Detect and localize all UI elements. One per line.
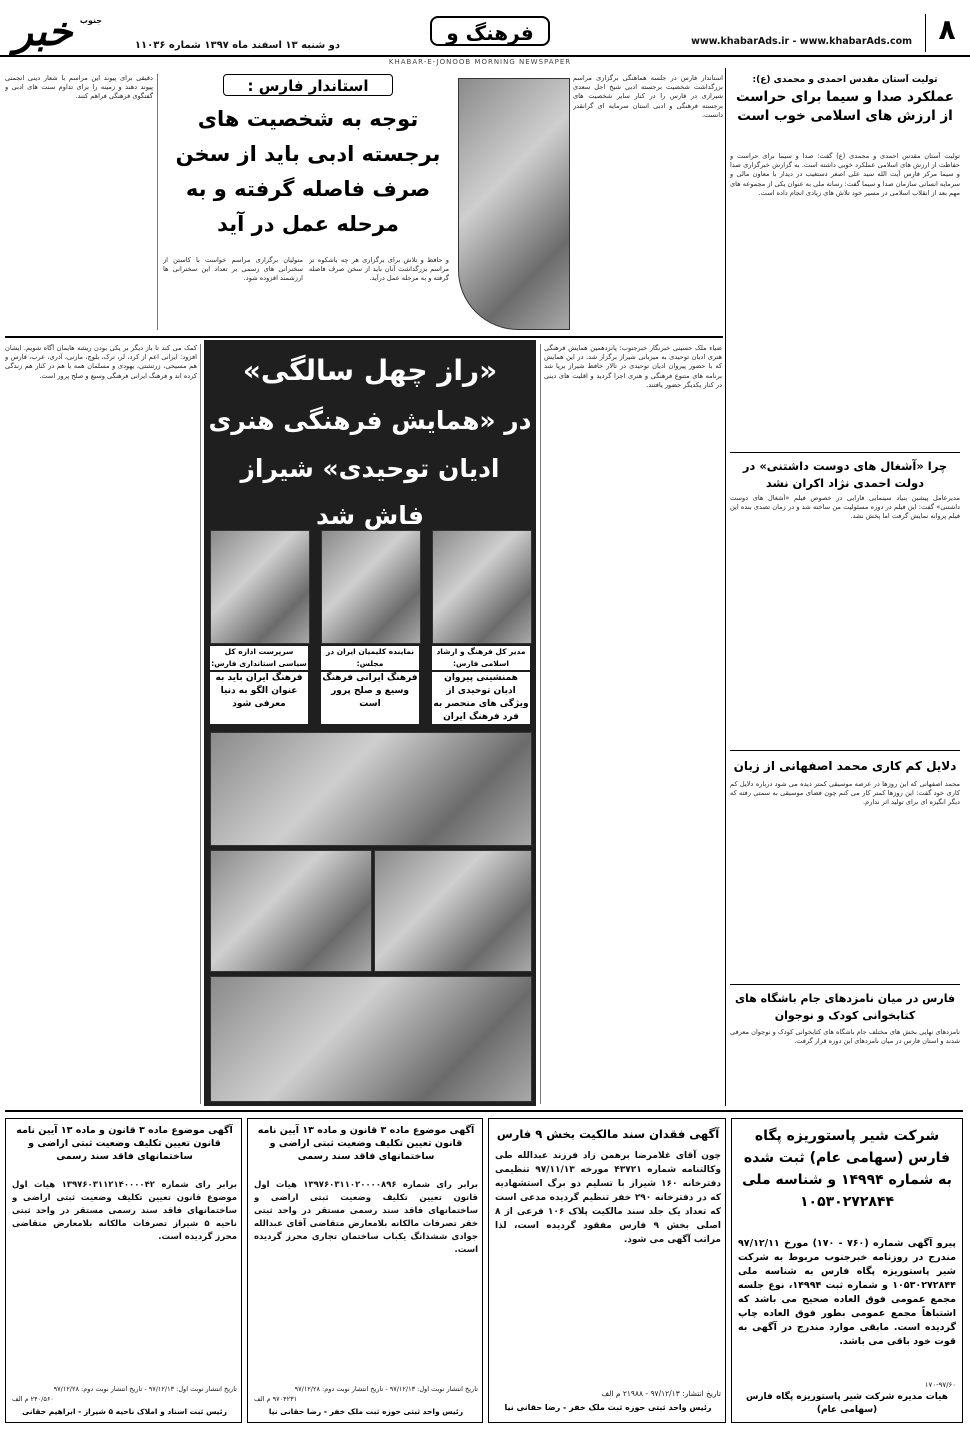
feature-headline-2: در «همایش فرهنگی هنری (208, 406, 532, 435)
audience-photo (374, 850, 532, 972)
ad-land-1-dates: تاریخ انتشار نوبت اول: ۹۷/۱۲/۱۳ - تاریخ انتشار نوبت دوم: ۹۷/۱۲/۲۸ (294, 1385, 478, 1393)
ad-land-2-code: ۲۴۰/۵۶۰ م الف (12, 1395, 54, 1403)
top-story-headline: توجه به شخصیت های برجسته ادبی باید از سخن صرف فاصله گرفته و به مرحله عمل در آید (175, 107, 441, 236)
page-number: ۸ (938, 14, 956, 46)
feature-headline-4: فاش شد (316, 501, 424, 530)
speaker-3-title: مدیر کل فرهنگ و ارشاد اسلامی فارس: (432, 646, 530, 670)
governor-photo (458, 78, 570, 330)
ad-land-2-signature: رئیس ثبت اسناد و املاک ناحیه ۵ شیراز - ابراهیم حقانی (22, 1407, 227, 1416)
top-story-col2: و حافظ و تلاش برای برگزاری هر چه باشکوه تر مراسم بزرگداشت آنان باید از سخن صرف فاصله گرفته و به مرحله عمل درآید. (309, 256, 449, 283)
top-story (5, 68, 723, 336)
speaker-1-title: سرپرست اداره کل سیاسی استانداری فارس: (211, 647, 307, 668)
top-story-col1: استاندار فارس در جلسه هماهنگی برگزاری مراسم بزرگداشت شخصیت برجسته ادبی شیخ اجل سعدی شیرازی در فارس را در کنار سایر شخصیت های برجسته فرهنگی و ادبی استان سرمایه ای گرانقدر دانست. (573, 74, 723, 119)
speaker-photo-3 (432, 530, 532, 644)
ad-lost-deed-dates: تاریخ انتشار: ۹۷/۱۲/۱۳ - ۲۱۹۸۸ م الف (601, 1389, 721, 1398)
story2-text: مدیرعامل پیشین بنیاد سینمایی فارابی در خصوص فیلم «آشغال های دوست داشتنی» گفت: این فیلم در دوره مسئولیت من ساخته شد و در زمان تصدی بنده این فیلم پروانه نمایش گرفت اما پخش نشد. (730, 494, 960, 521)
speaker-2-quote: فرهنگ ایرانی فرهنگ وسیع و صلح پرور است (321, 672, 419, 724)
ad-land-1-title: آگهی موضوع ماده ۳ قانون و ماده ۱۳ آیین نامه قانون تعیین تکلیف وضعیت ثبتی اراضی و ساختمانهای فاقد سند رسمی (257, 1125, 475, 1162)
story2-headline: چرا «آشغال های دوست داشتنی» در دولت احمدی نژاد اکران نشد (742, 459, 948, 490)
top-story-col4: دقیقی برای پیوند این مراسم با شعار دینی انجمنی پیوند دهند و زمینه را برای تداوم سنت های ادبی و گفتگوی فرهنگی فراهم کنند. (5, 74, 153, 101)
right-column (730, 70, 960, 1104)
speaker-3-quote: همنشینی پیروان ادیان توحیدی از ویژگی های منحصر به فرد فرهنگ ایران (433, 673, 529, 722)
ad-lost-deed-title: آگهی فقدان سند مالکیت بخش ۹ فارس (496, 1127, 720, 1141)
website: www.khabarAds.ir - www.khabarAds.com (691, 36, 912, 47)
ad-pegah (731, 1118, 963, 1423)
story4-headline: فارس در میان نامزدهای جام باشگاه های کتابخوانی کودک و نوجوان (734, 992, 956, 1022)
story1-headline: عملکرد صدا و سیما برای حراست از ارزش های اسلامی خوب است (735, 89, 955, 124)
masthead (0, 0, 970, 66)
story4-text: نامزدهای نهایی بخش های مختلف جام باشگاه های کتابخوانی کودک و نوجوان معرفی شدند و استان فارس در میان نامزدهای این دوره قرار گرفت. (730, 1028, 960, 1046)
feature-headline-1: «راز چهل سالگی» (242, 354, 498, 387)
ad-lost-deed-signature: رئیس واحد ثبتی حوزه ثبت ملک خفر - رضا حقانی نیا (504, 1403, 712, 1412)
feature-left-text: کمک می کند تا باز دیگر بر یکی بودن ریشه هایمان آگاه شویم. ایشان افزود: ایرانی اعم از کرد، لر، ترک، بلوچ، مازنی، آذری، عرب، فارس و هم مسیحی، زرتشتی، یهودی و مسلمان همه با هم در کنار هم زندگی کرده اند و فرهنگ ایرانی فرهنگی وسیع و صلح پرور است. (5, 344, 197, 380)
ad-pegah-signature: هیات مدیره شرکت شیر پاستوریزه پگاه فارس (سهامی عام) (745, 1392, 949, 1415)
ad-pegah-body: پیرو آگهی شماره (۷۶۰ - ۱۷۰) مورخ ۹۷/۱۲/۱۱ مندرج در روزنامه خبرجنوب مربوط به شرکت شیر پاستوریزه پگاه فارس به شناسه ملی ۱۰۵۳۰۲۷۲۸۴۴ و شماره ثبت ۱۴۹۹۴، نوع جلسه مجمع عمومی فوق العاده صحیح می باشد که اشتباهاً مجمع عمومی بطور فوق العاده چاپ گردیده است. مابقی موارد مندرج در آگهی به قوت خود باقی می باشد. (738, 1238, 956, 1347)
ad-pegah-code: ۱۷۰-۹۷/۶۰ (924, 1381, 956, 1389)
speaker-2-title: نماینده کلیمیان ایران در مجلس: (321, 646, 419, 670)
feature-panel (204, 340, 536, 1106)
ad-land-2-title: آگهی موضوع ماده ۳ قانون و ماده ۱۳ آیین نامه قانون تعیین تکلیف وضعیت ثبتی اراضی و ساختمانهای فاقد سند رسمی (16, 1125, 233, 1162)
top-story-col3: متولیان برگزاری مراسم خواست با کاستن از سخنرانی های رسمی بر تعداد این سخنرانی ها ارزشمند افزوده شود. (163, 256, 303, 283)
date-line: دو شنبه ۱۳ اسفند ماه ۱۳۹۷ شماره ۱۱۰۳۶ (134, 40, 340, 51)
ad-lost-deed-body: چون آقای غلامرضا برهمن زاد فرزند عبدالله طی وکالتنامه شماره ۴۳۷۲۱ مورخه ۹۷/۱۱/۱۳ تنظیمی دفترخانه ۱۶۰ شیراز با تسلیم دو برگ استشهادیه که در دفترخانه ۲۹۰ خفر تنظیم گردیده مدعی است که تعداد یک جلد سند مالکیت پلاک ۱۰۶ فرعی از ۸ اصلی بخش ۹ فارس مفقود گردیده است، لذا مراتب آگهی می شود. (495, 1151, 721, 1245)
ad-land-notice-2 (5, 1118, 242, 1423)
ad-land-1-code: ۹۷۰۴۲۳۱ م الف (254, 1395, 298, 1403)
ad-land-1-body: برابر رای شماره ۱۳۹۷۶۰۳۱۱۰۲۰۰۰۰۸۹۶ هیات اول قانون تعیین تکلیف وضعیت ثبتی اراضی و ساختمانهای فاقد سند رسمی مستقر در واحد ثبتی خفر تصرفات مالکانه بلامعارض متقاضی آقای عبدالله جوادی ششدانگ یکباب ساختمان تجاری محرز گردیده است. (254, 1180, 478, 1255)
choir-photo (210, 732, 532, 846)
top-story-kicker: استاندار فارس : (223, 74, 393, 96)
story1-kicker: تولیت آستان مقدس احمدی و محمدی (ع): (752, 75, 938, 85)
ad-pegah-title: شرکت شیر پاستوریزه پگاه فارس (سهامی عام) ثبت شده به شماره ۱۴۹۹۴ و شناسه ملی ۱۰۵۳۰۲۷۲۸۴۴ (742, 1128, 952, 1210)
children-photo (210, 976, 532, 1102)
speaker-1-quote: فرهنگ ایران باید به عنوان الگو به دنیا معرفی شود (210, 672, 308, 724)
story1-text: تولیت آستان مقدس احمدی و محمدی (ع) گفت: صدا و سیما برای حراست و حفاظت از ارزش های اسلامی عملکرد خوبی داشته است. به گزارش خبرگزاری صدا و سیما مرکز فارس آیت الله سید علی اصغر دستغیب در دیدار با معاون مالی و سرمایه انسانی سازمان صدا و سیما گفت: رسانه ملی به عنوان یکی از مجموعه های مهم بعد از انقلاب اسلامی در مسیر خود تلاش های زیادی انجام داده است. (730, 152, 960, 197)
logo-sub: جنوب (80, 16, 102, 25)
story3-text: محمد اصفهانی که این روزها در عرصه موسیقی کمتر دیده می شود درباره دلایل کم کاری خود گفت: این روزها کمتر کار می کنم چون فضای موسیقی به سمتی رفته که دیگر انگیزه ای برای تولید اثر ندارم. (730, 780, 960, 807)
newspaper-logo: خبر (13, 8, 73, 55)
section-title: فرهنگ و (430, 16, 550, 46)
award-photo (210, 850, 372, 972)
ad-land-2-body: برابر رای شماره ۱۳۹۷۶۰۳۱۱۲۱۴۰۰۰۰۴۲ هیات اول موضوع قانون تعیین تکلیف وضعیت ثبتی اراضی و ساختمانهای فاقد سند رسمی مستقر در واحد ثبتی ناحیه ۵ شیراز تصرفات مالکانه بلامعارض متقاضی محرز گردیده است. (12, 1180, 237, 1242)
ad-land-notice-1 (247, 1118, 483, 1423)
speaker-photo-2 (321, 530, 421, 644)
ad-land-2-dates: تاریخ انتشار نوبت اول: ۹۷/۱۲/۱۳ - تاریخ انتشار نوبت دوم: ۹۷/۱۲/۲۸ (53, 1385, 237, 1393)
feature-headline-3: ادیان توحیدی» شیراز (240, 454, 500, 483)
feature-right-text: ضیاء ملک حسینی خبرنگار خبرجنوب: پانزدهمین همایش فرهنگی هنری ادیان توحیدی به میزبانی شیراز برگزار شد. در این همایش که با حضور پیروان ادیان توحیدی در تالار حافظ شیراز برپا شد برنامه های متنوع فرهنگی و هنری اجرا گردید و اقلیت های دینی در کنار یکدیگر حضور یافتند. (544, 344, 722, 389)
english-name: KHABAR-E-JONOOB MORNING NEWSPAPER (388, 58, 572, 66)
ad-land-1-signature: رئیس واحد ثبتی حوزه ثبت ملک خفر - رضا حقانی نیا (268, 1407, 464, 1416)
ad-lost-deed (488, 1118, 726, 1423)
story3-headline: دلایل کم کاری محمد اصفهانی از زبان (733, 759, 957, 773)
speaker-photo-1 (210, 530, 310, 644)
